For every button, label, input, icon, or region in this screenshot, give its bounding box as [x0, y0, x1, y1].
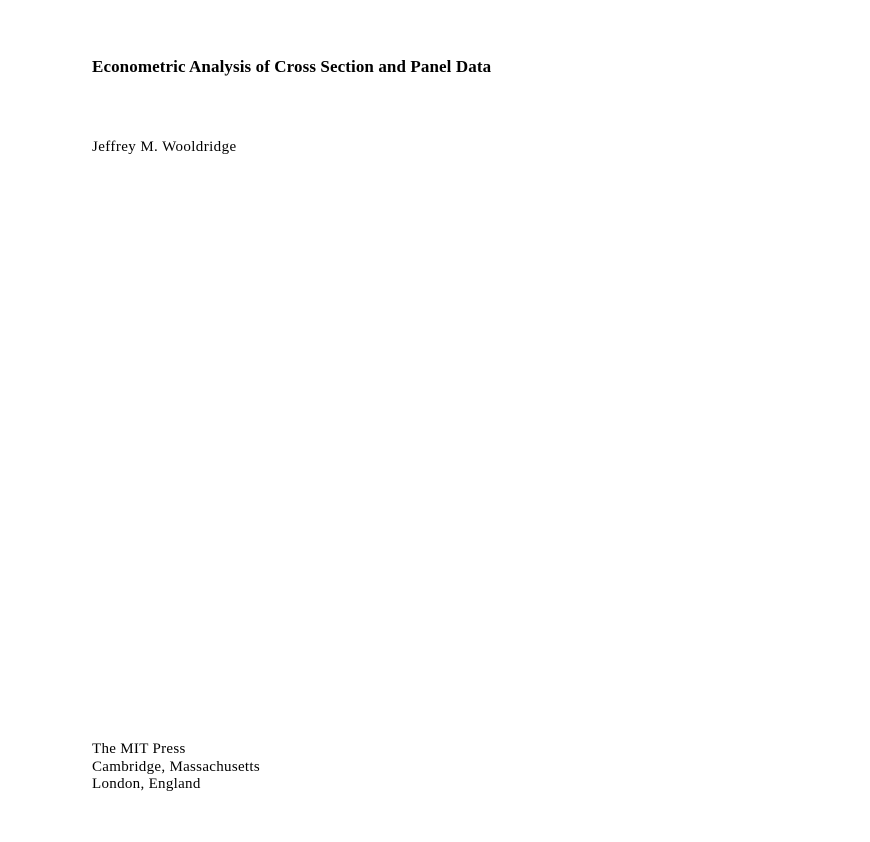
publisher-name: The MIT Press	[92, 741, 186, 757]
publisher-city-london: London, England	[92, 776, 201, 792]
publisher-city-cambridge: Cambridge, Massachusetts	[92, 758, 261, 775]
book-author: Jeffrey M. Wooldridge	[92, 139, 237, 155]
book-title: Econometric Analysis of Cross Section and Panel Data	[92, 57, 492, 76]
publisher-block	[92, 741, 260, 794]
